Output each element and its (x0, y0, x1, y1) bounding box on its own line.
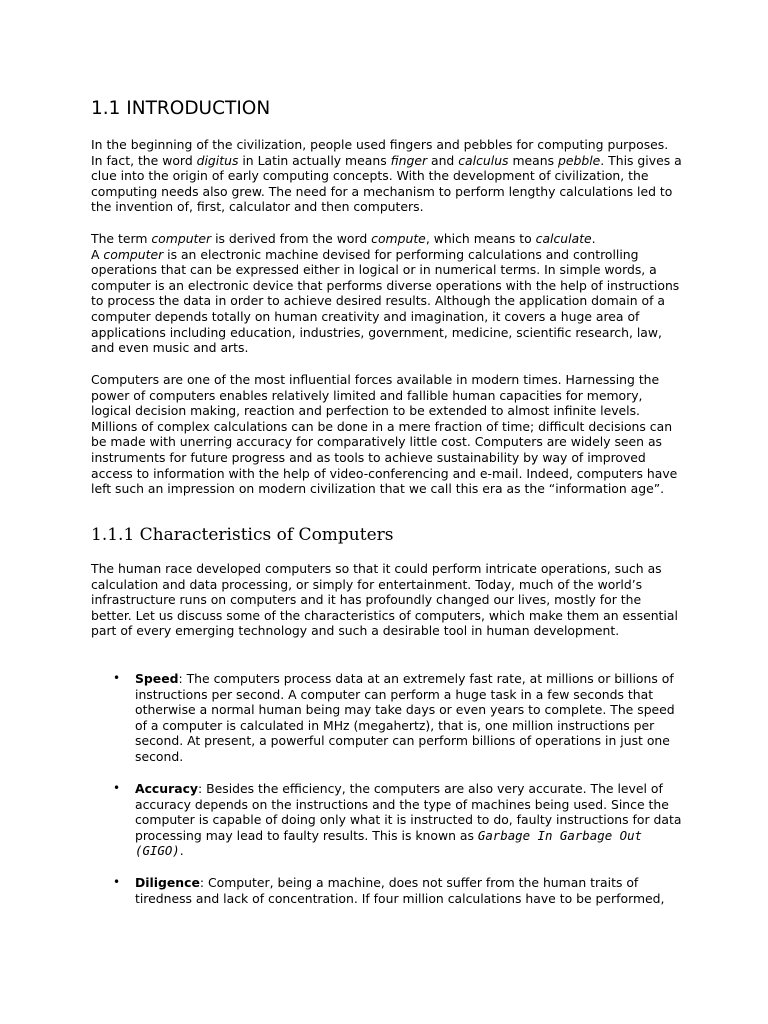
intro-paragraph-1 (91, 137, 683, 215)
italic-term: pebble (558, 152, 601, 168)
text-run: : Computer, being a machine, does not suffer from the human traits of tiredness and lack of concentration. If four million calculations have to be performed, (135, 875, 665, 906)
text-run: In the beginning of the civilization, people used fingers and pebbles for computing purposes. In fact, the word (91, 137, 669, 168)
italic-term: finger (390, 152, 428, 168)
text-run: : Besides the efficiency, the computers are also very accurate. The level of accuracy depends on the instructions and the type of machines being used. Since the computer is capable of doing only what it is instructed to do, faulty instructions for data processing may lead to faulty results. This is known as (135, 781, 682, 843)
italic-term: calculus (458, 152, 509, 168)
italic-term: Garbage In Garbage Out (GIGO) (135, 827, 642, 859)
intro-paragraph-2 (91, 231, 683, 356)
text-run: : The computers process data at an extremely fast rate, at millions or billions of instructions per second. A computer can perform a huge task in a few seconds that otherwise a normal human being may take days or even years to complete. The speed of a computer is calculated in MHz (megahertz), that is, one million instructions per second. At present, a powerful computer can perform billions of operations in just one second. (135, 671, 675, 764)
list-item-term: Speed (135, 671, 179, 686)
list-item-term: Diligence (135, 875, 200, 890)
text-run: . (591, 231, 596, 246)
subsection-heading: 1.1.1 Characteristics of Computers (91, 525, 394, 545)
text-run: . (179, 843, 184, 859)
text-run: , which means to (425, 231, 536, 246)
text-run: means (508, 152, 558, 168)
text-run: A (91, 246, 104, 262)
characteristics-paragraph: The human race developed computers so that it could perform intricate operations, such as calculation and data processing, or simply for entertainment. Today, much of the world’s infrastructure runs on computers and it has profoundly changed our lives, mostly for the better. Let us discuss some of the characteristics of computers, which make them an essential part of every emerging technology and such a desirable tool in human development. (91, 561, 678, 639)
italic-term: digitus (196, 152, 239, 168)
text-run: The term (91, 231, 152, 246)
text-run: and (427, 152, 459, 168)
italic-term: calculate (535, 231, 592, 246)
list-item-term: Accuracy (135, 781, 198, 796)
bullet-icon: • (113, 781, 121, 795)
bullet-icon: • (113, 875, 121, 889)
text-run: . This gives a clue into the origin of early computing concepts. With the development of civilization, the computing needs also grew. The need for a mechanism to perform lengthy calculations led to the invention of, first, calculator and then computers. (91, 152, 682, 215)
italic-term: compute (371, 231, 426, 246)
text-run: in Latin actually means (238, 152, 391, 168)
text-run: is derived from the word (211, 231, 372, 246)
text-run: is an electronic machine devised for performing calculations and controlling operations that can be expressed either in logical or in numerical terms. In simple words, a computer is an electronic device that performs diverse operations with the help of instructions to process the data in order to achieve desired results. Although the application domain of a computer depends totally on human creativity and imagination, it covers a huge area of applications including education, industries, government, medicine, scientific research, law, and even music and arts. (91, 246, 680, 356)
section-heading: 1.1 INTRODUCTION (91, 98, 271, 119)
italic-term: computer (103, 246, 164, 262)
list-item-text (135, 671, 683, 765)
intro-paragraph-3: Computers are one of the most influential forces available in modern times. Harnessing the power of computers enables relatively limited and fallible human capacities for memory, logical decision making, reaction and perfection to be extended to almost infinite levels. Millions of complex calculations can be done in a mere fraction of time; difficult decisions can be made with unerring accuracy for comparatively little cost. Computers are widely seen as instruments for future progress and as tools to achieve sustainability by way of improved access to information with the help of video-conferencing and e-mail. Indeed, computers have left such an impression on modern civilization that we call this era as the “information age”. (91, 372, 678, 497)
italic-term: computer (151, 231, 212, 246)
bullet-icon: • (113, 671, 121, 685)
list-item-text (135, 781, 683, 859)
list-item-text (135, 875, 683, 906)
